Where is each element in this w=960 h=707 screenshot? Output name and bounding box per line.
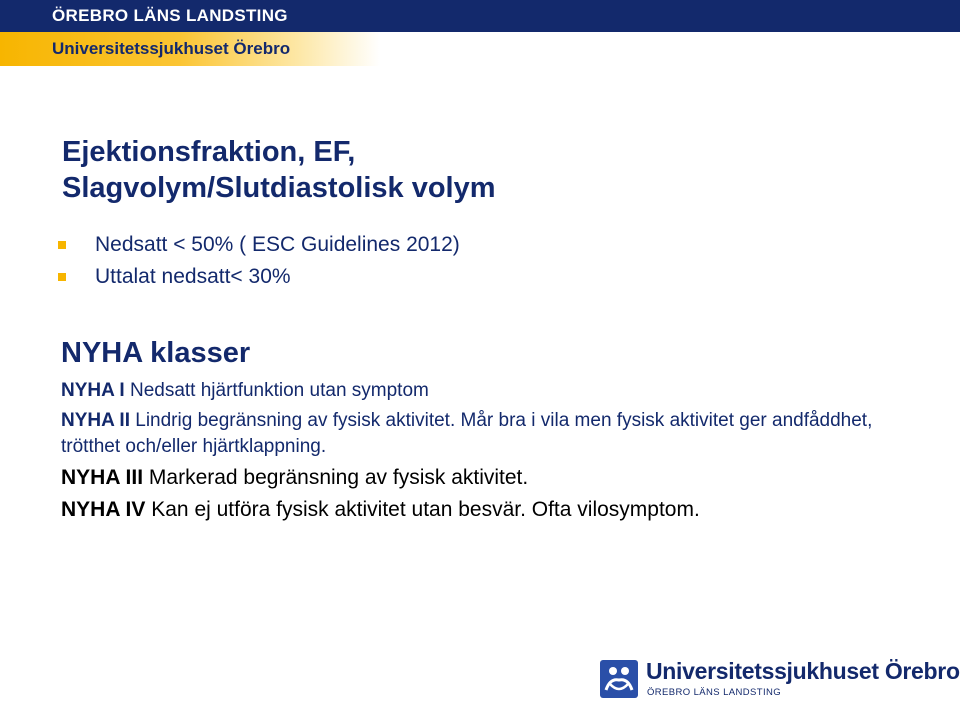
bullet-list [58,232,460,296]
bullet-item [58,232,460,264]
bullet-text: Uttalat nedsatt< 30% [95,265,291,288]
nyha-class-label: NYHA II [61,410,130,431]
nyha-class-row [61,408,921,460]
nyha-class-row [61,378,921,404]
nyha-class-text: Kan ej utföra fysisk aktivitet utan besvär. Ofta vilosymptom. [145,498,700,521]
hospital-logo [600,658,960,704]
header-bar [0,0,960,32]
sub-header-bar [0,32,960,66]
bullet-item [58,264,460,296]
logo-name: Universitetssjukhuset Örebro [646,658,960,684]
title-line-2: Slagvolym/Slutdiastolisk volym [62,172,496,204]
nyha-class-label: NYHA IV [61,498,146,521]
title-line-1: Ejektionsfraktion, EF, [62,136,356,168]
bullet-text: Nedsatt < 50% ( ESC Guidelines 2012) [95,233,460,256]
nyha-class-text: Nedsatt hjärtfunktion utan symptom [124,380,429,401]
nyha-class-text: Lindrig begränsning av fysisk aktivitet. Mår bra i vila men fysisk aktivitet ger andfåddhet, trötthet och/eller hjärtklappning. [61,410,873,457]
nyha-heading: NYHA klasser [61,337,251,369]
bullet-square-icon [58,241,66,249]
hospital-name: Universitetssjukhuset Örebro [52,39,291,58]
nyha-class-text: Markerad begränsning av fysisk aktivitet. [143,466,529,489]
nyha-class-row [61,496,921,524]
slide-title [62,134,496,206]
nyha-class-label: NYHA III [61,466,144,489]
bullet-square-icon [58,273,66,281]
hospital-emblem-icon [600,660,638,698]
nyha-class-row [61,464,921,492]
organization-name: ÖREBRO LÄNS LANDSTING [52,6,288,25]
nyha-class-label: NYHA I [61,380,125,401]
logo-subtitle: ÖREBRO LÄNS LANDSTING [647,687,782,698]
nyha-class-list [61,378,921,524]
